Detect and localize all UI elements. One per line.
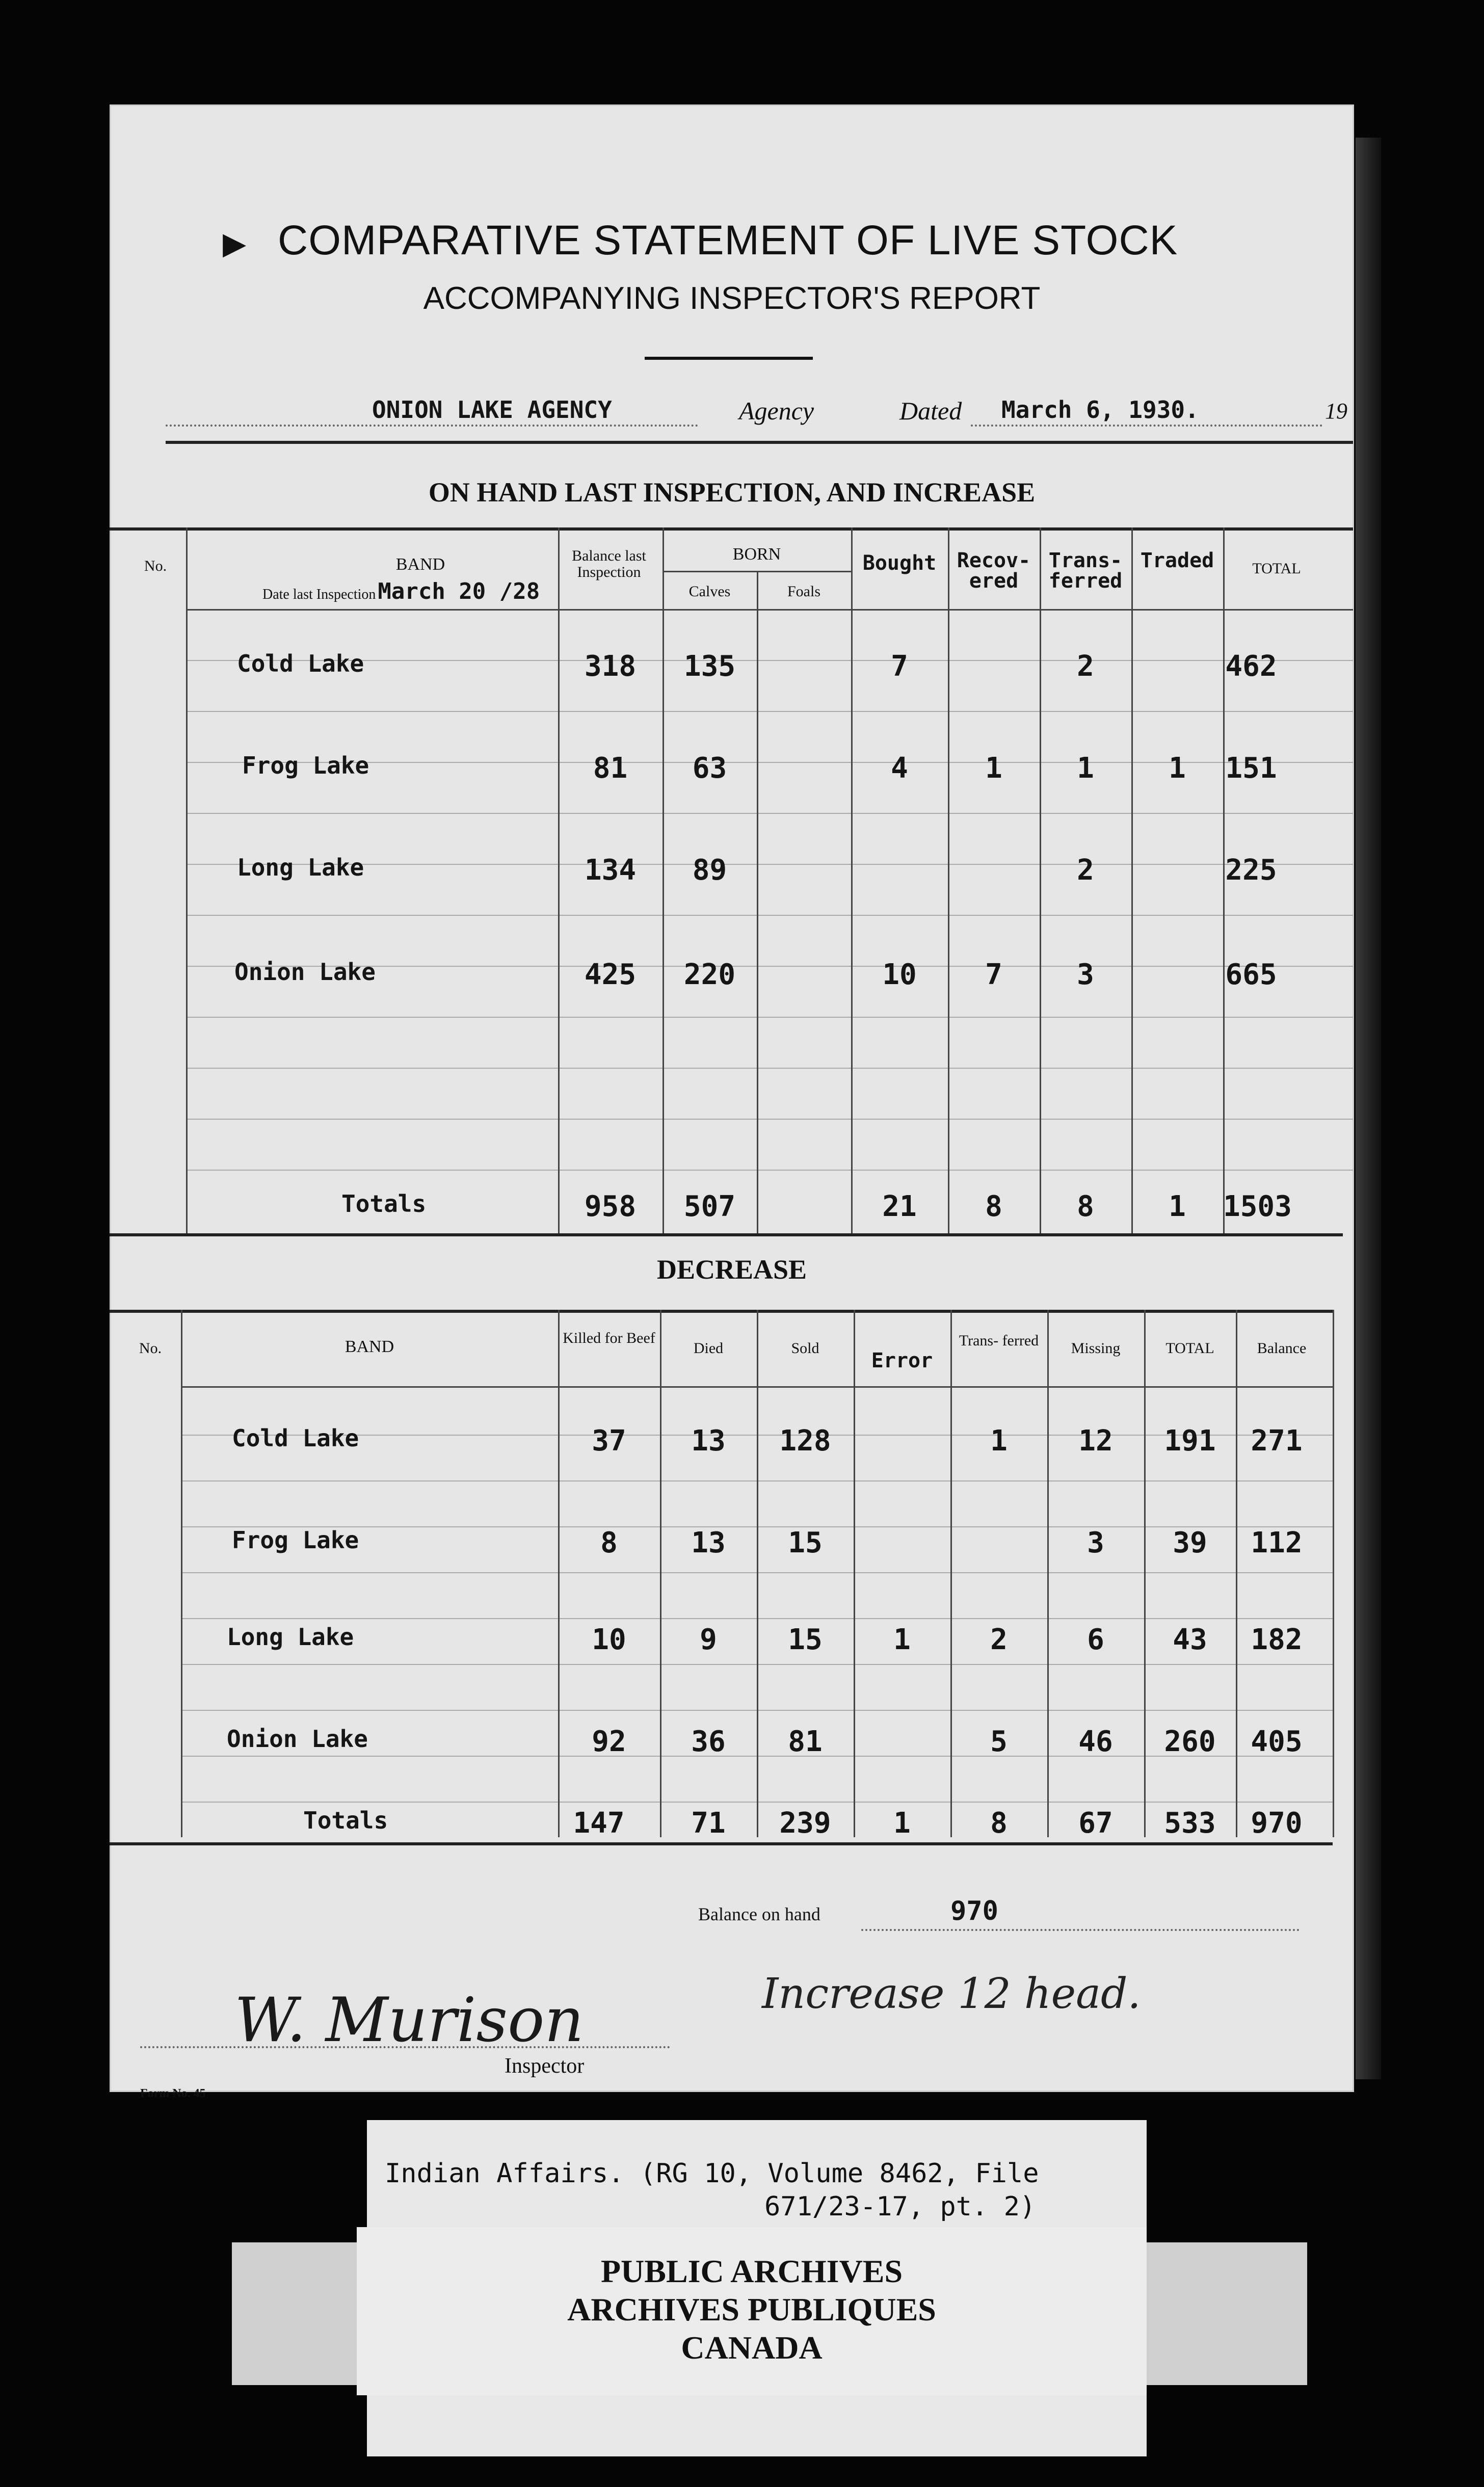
increase-col-balance-header: Balance last Inspection	[572, 547, 646, 580]
calves-cell: 89	[692, 854, 727, 887]
agency-dots	[166, 425, 698, 427]
increase-table-top-rule	[110, 527, 1353, 531]
missing-cell: 46	[1078, 1725, 1113, 1758]
balance-cell: 425	[584, 958, 637, 991]
increase-col-recovered-header: Recov- ered	[957, 549, 1031, 593]
band-name: Onion Lake	[227, 1725, 368, 1753]
recovered-total: 8	[985, 1190, 1002, 1223]
killed-cell: 92	[592, 1725, 626, 1758]
error-total: 1	[893, 1807, 911, 1840]
dated-dots	[971, 425, 1322, 427]
decrease-col-error-header: Error	[871, 1349, 933, 1372]
date-last-inspection	[262, 578, 670, 604]
recovered-cell: 1	[985, 752, 1002, 785]
archive-stamp	[357, 2227, 1147, 2395]
stamp-line-3: CANADA	[681, 2330, 823, 2366]
total-total: 533	[1164, 1807, 1216, 1840]
col-divider	[1333, 1310, 1334, 1837]
form-number: Form No. 45	[140, 2087, 206, 2100]
ruled-line	[186, 1068, 1353, 1069]
recovered-cell: 7	[985, 958, 1002, 991]
increase-col-born-header: BORN	[732, 545, 781, 564]
ruled-line	[186, 813, 1353, 814]
sold-cell: 15	[788, 1526, 823, 1559]
transferred-cell: 3	[1077, 958, 1094, 991]
page-shadow-edge	[1356, 138, 1381, 2079]
decrease-col-died-header: Died	[693, 1340, 724, 1357]
increase-col-bought-header: Bought	[862, 551, 937, 575]
transferred-cell: 2	[1077, 854, 1094, 887]
bought-cell: 4	[891, 752, 908, 785]
total-cell: 225	[1225, 854, 1277, 887]
balance-cell: 405	[1251, 1725, 1303, 1758]
increase-col-foals-header: Foals	[787, 583, 820, 600]
died-cell: 13	[691, 1526, 726, 1559]
increase-col-no-header: No.	[144, 558, 167, 574]
decrease-col-sold-header: Sold	[791, 1340, 819, 1357]
totals-label: Totals	[303, 1807, 388, 1834]
ruled-line	[186, 711, 1353, 712]
missing-cell: 12	[1078, 1424, 1113, 1458]
dated-label: Dated	[899, 396, 962, 425]
archive-reference-line1: Indian Affairs. (RG 10, Volume 8462, File	[385, 2158, 1039, 2189]
band-name: Cold Lake	[237, 650, 364, 677]
col-divider	[757, 571, 758, 1236]
year-prefix: 19	[1325, 399, 1347, 424]
band-name: Cold Lake	[232, 1424, 359, 1452]
sold-cell: 15	[788, 1623, 823, 1656]
decrease-col-killed-header: Killed for Beef	[563, 1330, 655, 1346]
balance-cell: 182	[1251, 1623, 1303, 1656]
band-name: Long Lake	[227, 1623, 354, 1651]
total-cell: 260	[1164, 1725, 1216, 1758]
total-cell: 191	[1164, 1424, 1216, 1458]
error-cell: 1	[893, 1623, 911, 1656]
agency-label: Agency	[739, 396, 814, 425]
archive-reference-line2: 671/23-17, pt. 2)	[764, 2191, 1036, 2222]
agency-value: ONION LAKE AGENCY	[372, 396, 612, 424]
total-cell: 665	[1225, 958, 1277, 991]
transferred-cell: 1	[990, 1424, 1008, 1458]
decrease-col-total-header: TOTAL	[1165, 1340, 1214, 1357]
col-divider	[1131, 527, 1133, 1236]
ruled-line	[186, 1119, 1353, 1120]
increase-table-bottom-rule	[110, 1233, 1343, 1236]
increase-header-bottom-rule	[186, 609, 1353, 611]
killed-cell: 8	[600, 1526, 618, 1559]
totals-label: Totals	[341, 1190, 427, 1218]
missing-total: 67	[1078, 1807, 1113, 1840]
killed-cell: 10	[592, 1623, 626, 1656]
balance-dots	[861, 1929, 1300, 1931]
form-subtitle: ACCOMPANYING INSPECTOR'S REPORT	[423, 281, 1041, 316]
total-cell: 151	[1225, 752, 1277, 785]
bought-cell: 10	[882, 958, 917, 991]
transferred-cell: 5	[990, 1725, 1008, 1758]
title-rule	[645, 357, 813, 360]
ruled-line	[186, 915, 1353, 916]
balance-on-hand-label: Balance on hand	[698, 1904, 820, 1924]
inspector-label: Inspector	[505, 2054, 585, 2078]
bought-total: 21	[882, 1190, 917, 1223]
killed-cell: 37	[592, 1424, 626, 1458]
increase-col-total-header: TOTAL	[1252, 560, 1301, 577]
died-cell: 13	[691, 1424, 726, 1458]
killed-total: 147	[573, 1807, 625, 1840]
ruled-line	[186, 1170, 1353, 1171]
calves-cell: 135	[683, 650, 736, 683]
decrease-table-top-rule	[110, 1310, 1333, 1313]
band-name: Frog Lake	[232, 1526, 359, 1554]
signature-dots	[140, 2046, 670, 2048]
decrease-col-band-header: BAND	[344, 1337, 394, 1356]
col-divider	[948, 527, 949, 1236]
increase-col-traded-header: Traded	[1140, 549, 1214, 572]
calves-total: 507	[683, 1190, 736, 1223]
increase-section-title: ON HAND LAST INSPECTION, AND INCREASE	[428, 477, 1036, 508]
balance-cell: 318	[584, 650, 637, 683]
col-divider	[851, 527, 853, 1236]
calves-cell: 63	[692, 752, 727, 785]
died-total: 71	[691, 1807, 726, 1840]
handwritten-note: Increase 12 head.	[762, 1970, 1141, 2018]
grand-total: 1503	[1223, 1190, 1292, 1223]
document-sheet	[110, 104, 1354, 2100]
decrease-col-no-header: No.	[139, 1340, 162, 1357]
ruled-line	[186, 1017, 1353, 1018]
balance-cell: 271	[1251, 1424, 1303, 1458]
arrow-marker-icon: ▶	[223, 227, 247, 260]
header-rule	[166, 441, 1353, 444]
died-cell: 36	[691, 1725, 726, 1758]
sold-total: 239	[779, 1807, 831, 1840]
total-cell: 39	[1173, 1526, 1207, 1559]
increase-col-band-header: BAND	[395, 555, 445, 574]
col-divider	[186, 527, 188, 1236]
died-cell: 9	[700, 1623, 717, 1656]
transferred-total: 8	[990, 1807, 1008, 1840]
stamp-line-2: ARCHIVES PUBLIQUES	[567, 2291, 936, 2327]
increase-col-transferred-header: Trans- ferred	[1048, 549, 1123, 593]
sold-cell: 128	[779, 1424, 831, 1458]
missing-cell: 3	[1087, 1526, 1104, 1559]
agency-line	[166, 390, 1353, 431]
missing-cell: 6	[1087, 1623, 1104, 1656]
balance-on-hand-value: 970	[950, 1896, 998, 1926]
transferred-cell: 1	[1077, 752, 1094, 785]
balance-cell: 134	[584, 854, 637, 887]
band-name: Frog Lake	[242, 752, 369, 779]
form-title: COMPARATIVE STATEMENT OF LIVE STOCK	[278, 217, 1178, 263]
traded-total: 1	[1169, 1190, 1186, 1223]
date-last-inspection-label: Date last Inspection	[262, 587, 376, 602]
col-divider	[854, 1310, 855, 1837]
total-cell: 462	[1225, 650, 1277, 683]
col-divider	[181, 1310, 182, 1837]
date-last-inspection-value: March 20 /28	[378, 578, 540, 604]
band-name: Onion Lake	[234, 958, 376, 986]
balance-cell: 81	[593, 752, 628, 785]
balance-cell: 112	[1251, 1526, 1303, 1559]
decrease-col-balance-header: Balance	[1257, 1340, 1307, 1357]
decrease-col-transferred-header: Trans- ferred	[959, 1332, 1039, 1349]
total-cell: 43	[1173, 1623, 1207, 1656]
transferred-total: 8	[1077, 1190, 1094, 1223]
balance-total: 958	[584, 1190, 637, 1223]
decrease-table-bottom-rule	[110, 1842, 1333, 1845]
dated-value: March 6, 1930.	[1001, 396, 1199, 424]
sold-cell: 81	[788, 1725, 823, 1758]
balance-total: 970	[1251, 1807, 1303, 1840]
inspector-signature: W. Murison	[234, 1985, 584, 2056]
transferred-cell: 2	[1077, 650, 1094, 683]
calves-cell: 220	[683, 958, 736, 991]
transferred-cell: 2	[990, 1623, 1008, 1656]
band-name: Long Lake	[237, 854, 364, 881]
bought-cell: 7	[891, 650, 908, 683]
increase-col-calves-header: Calves	[688, 583, 731, 600]
traded-cell: 1	[1169, 752, 1186, 785]
stamp-line-1: PUBLIC ARCHIVES	[600, 2253, 903, 2289]
decrease-col-missing-header: Missing	[1071, 1340, 1121, 1357]
decrease-section-title: DECREASE	[656, 1254, 807, 1285]
